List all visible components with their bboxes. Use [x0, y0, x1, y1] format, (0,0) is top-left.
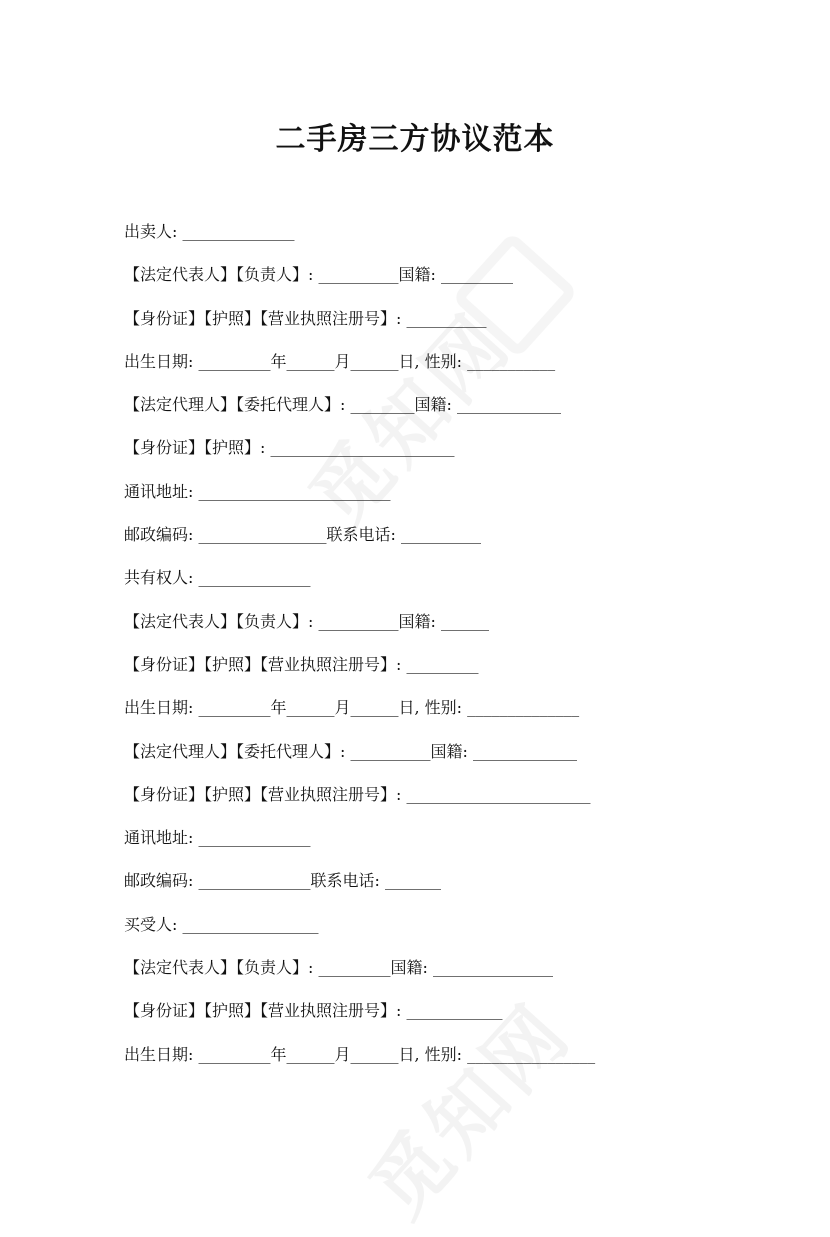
seller-id-line: 【身份证】【护照】【营业执照注册号】: __________ — [124, 308, 487, 328]
co-owner-id-line: 【身份证】【护照】【营业执照注册号】: _________ — [124, 654, 479, 674]
co-owner-postcode-line: 邮政编码: ______________联系电话: _______ — [124, 871, 441, 891]
seller-line: 出卖人: ______________ — [124, 222, 295, 241]
seller-agent-id-line: 【身份证】【护照】: _______________________ — [124, 438, 455, 458]
form-lines — [124, 218, 804, 1084]
seller-agent-line: 【法定代理人】【委托代理人】: ________国籍: _____________ — [124, 395, 561, 415]
co-owner-legal-rep-line: 【法定代表人】【负责人】: __________国籍: ______ — [124, 611, 489, 631]
co-owner-address-line: 通讯地址: ______________ — [124, 828, 311, 848]
co-owner-line: 共有权人: ______________ — [124, 568, 311, 588]
seller-postcode-line: 邮政编码: ________________联系电话: __________ — [124, 525, 481, 545]
buyer-line: 买受人: _________________ — [124, 914, 319, 934]
seller-address-line: 通讯地址: ________________________ — [124, 481, 391, 501]
co-owner-agent-id-line: 【身份证】【护照】【营业执照注册号】: _______________________ — [124, 784, 591, 804]
buyer-birth-line: 出生日期: _________年______月______日, 性别: ________________ — [124, 1044, 596, 1064]
co-owner-birth-line: 出生日期: _________年______月______日, 性别: ______________ — [124, 698, 580, 718]
page-title: 二手房三方协议范本 — [275, 122, 555, 157]
co-owner-agent-line: 【法定代理人】【委托代理人】: __________国籍: _____________ — [124, 741, 577, 761]
buyer-legal-rep-line: 【法定代表人】【负责人】: _________国籍: _______________ — [124, 958, 553, 978]
seller-birth-line: 出生日期: _________年______月______日, 性别: ___________ — [124, 351, 556, 371]
buyer-id-line: 【身份证】【护照】【营业执照注册号】: ____________ — [124, 1001, 503, 1021]
seller-legal-rep-line: 【法定代表人】【负责人】: __________国籍: _________ — [124, 265, 513, 285]
